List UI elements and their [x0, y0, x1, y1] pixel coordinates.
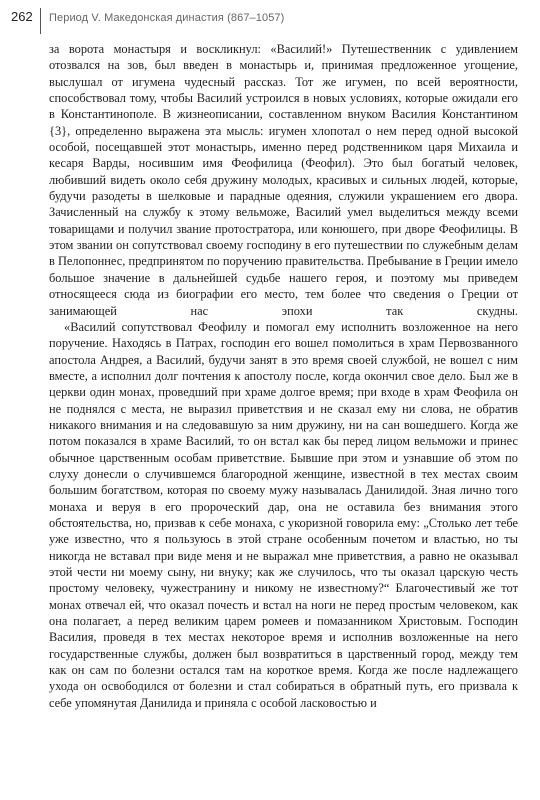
paragraph-1: за ворота монастыря и воскликнул: «Василий!» Путешественник с удивлением отозвался на зов, был введен в монастырь и, принимая предложенное угощение, выслушал от игумена чудесный рассказ. Тот же игумен, по всей вероятности, способствовал тому, чтобы Василий устроился в новых условиях, которые ожидали его в Константинополе. В жизнеописании, составленном внуком Василия Константином {3}, определенно выражена эта мысль: игумен хлопотал о нем перед одной высокой особой, посещавшей этот монастырь, именно перед родственником царя Михаила и кесаря Варды, носившим имя Феофилица (Феофил). Это был богатый человек, любивший видеть около себя дружину молодых, красивых и сильных людей, которые, будучи разодеты в шелковые и парадные одеяния, служили украшением его двора. Зачисленный на службу к этому вельможе, Василий умел выделиться между всеми товарищами и получил звание протостратора, или конюшего, при дворе Феофилицы. В этом звании он сопутствовал своему господину в его путешествии по служебным делам в Пелопоннес, предпринятом по поручению правительства. Пребывание в Греции имело большое значение в дальнейшей судьбе нашего героя, и поэтому мы приведем относящееся сюда из биографии его место, тем более что сведения о Греции от занимающей нас эпохи так скудны.	[49, 42, 518, 318]
text-column	[49, 41, 518, 711]
header-divider	[40, 8, 41, 34]
paragraph-2: «Василий сопутствовал Феофилу и помогал ему исполнить возложенное на него поручение. Находясь в Патрах, господин его вошел помолиться в храм Первозванного апостола Андрея, а Василий, будучи занят в это время своей службой, не вошел с ним вместе, а исполнил долг почтения к апостолу после, когда окончил свое дело. Был же в церкви один монах, проведший при храме долгое время; при входе в храм Феофила он не поднялся с места, не выразил приветствия и не сказал ему ни слова, не обратив никакого внимания и на следовавшую за ним дружину, ни на сан вошедшего. Когда же потом показался в храме Василий, то он встал как бы перед лицом вельможи и принес обычное царственным особам приветствие. Бывшие при этом и узнавшие об этом по слуху донесли о случившемся благородной женщине, известной в тех местах своим большим богатством, которая по своему мужу называлась Данилидой. Зная лично того монаха и веруя в его пророческий дар, она не оставила без внимания этого обстоятельства, но, призвав к себе монаха, с укоризной говорила ему: „Столько лет тебе уже известно, что я пользуюсь в этой стране особенным почетом и властью, но ты никогда не вставал при виде меня и не выражал мне приветствия, а равно не оказывал этой чести ни моему сыну, ни внуку; как же случилось, что ты оказал царскую честь простому человеку, чужестранину и никому не известному?“ Благочестивый же тот монах отвечал ей, что оказал почесть и встал на ноги не перед простым человеком, как она полагает, а перед великим царем ромеев и помазанником Христовым. Господин Василия, проведя в тех местах некоторое время и исполнив возложенные на него государственные службы, должен был возвратиться в царственный город, между тем как он сам по болезни остался там на короткое время. Когда же после надлежащего ухода он освободился от болезни и стал собираться в обратный путь, его призвала к себе упомянутая Данилида и приняла с особой ласковостью и	[49, 319, 518, 710]
page-number: 262	[11, 9, 33, 24]
running-header: Период V. Македонская династия (867–1057)	[49, 12, 285, 24]
